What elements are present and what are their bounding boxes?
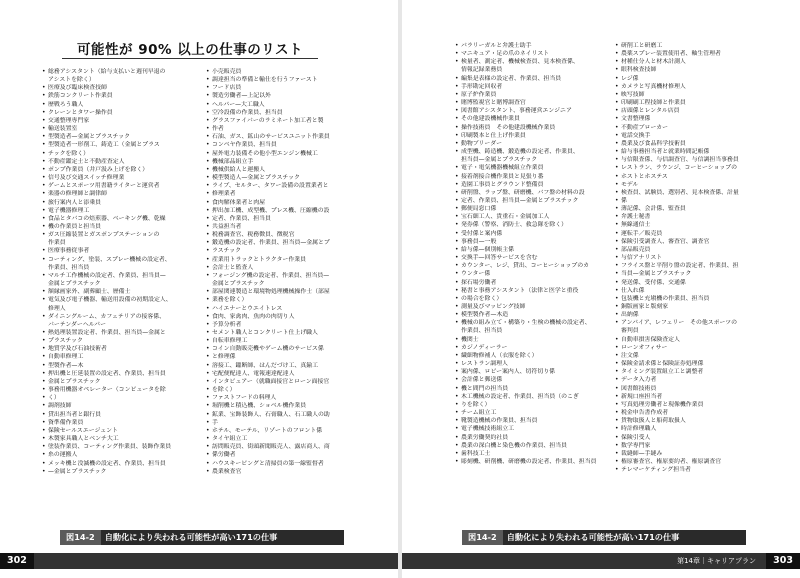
job-list-item: • 研削工と研磨工	[615, 42, 775, 50]
job-list-item: • 弁護士秘書	[615, 213, 775, 221]
job-list-item: • ウンター係	[455, 270, 605, 278]
job-list-item: • カメラと写真機材修理人	[615, 83, 775, 91]
job-list-item: • 当員—金属とプラスチック	[615, 270, 775, 278]
job-list-item: • 歯科技工士	[455, 450, 605, 458]
job-list-item: • 新規口座担当者	[615, 393, 775, 401]
job-list-item: • 宅配便配達人、電報速達配達人	[206, 370, 356, 378]
job-list-item: • 受付係と案内係	[455, 230, 605, 238]
job-list-item: • 銅版画家と版刻家	[615, 303, 775, 311]
job-list-item: • クレーンとタワー操作員	[42, 109, 182, 117]
job-list-item: • 産業用トラックとトラクター作業員	[206, 256, 356, 264]
job-list-item: • 仕入れ係	[615, 287, 775, 295]
job-list-item: • 図書館アシスタント、事務運営エンジニア	[455, 107, 605, 115]
job-list-item: • テレマーケティング担当者	[615, 466, 775, 474]
job-list-item: • マルチ工作機械の設定者、作業員、担当員—	[42, 272, 182, 280]
job-list-column-2	[206, 68, 356, 476]
job-list-item: • 保険引受調査人、審査官、調査官	[615, 238, 775, 246]
job-list-item: • 電子機械技術組立工	[455, 425, 605, 433]
job-list-item: • 権原審査官、権原要約者、権原調査官	[615, 458, 775, 466]
job-list-item: • ライブ、セルター、タワー設備の設置業者と	[206, 182, 356, 190]
figure-caption-text: 自動化により失われる可能性が高い171の仕事	[104, 532, 278, 542]
job-list-item: • ヘルパー—大工職人	[206, 101, 356, 109]
job-list-item: 金属とプラスチック	[48, 281, 101, 288]
job-list-item: • グラスファイバーのラミネート加工者と製	[206, 117, 356, 125]
job-list-item: • 靴製造機械の作業員、担当員	[455, 417, 605, 425]
job-list-item: 審判員	[621, 328, 639, 335]
job-list-item: • 手形勘定回収者	[455, 83, 605, 91]
job-list-item: • 機械供給人と運搬人	[206, 166, 356, 174]
job-list-item: • タイミング装置組立工と調整者	[615, 368, 775, 376]
job-list-item: • 動物ブリーダー	[455, 140, 605, 148]
left-page	[0, 0, 398, 578]
footer-left	[0, 553, 398, 569]
job-list-item: • 交通整理専門家	[42, 117, 182, 125]
job-list-item: • 印刷刷工程技師と作業員	[615, 99, 775, 107]
job-list-item: • 機関士	[455, 336, 605, 344]
job-list-item: • 修理業者	[206, 190, 356, 198]
job-list-item: • 映写技師	[615, 91, 775, 99]
job-list-item: • 医療事務従事者	[42, 247, 182, 255]
page-number-left: 302	[0, 553, 34, 569]
job-list-item: • 型製作者—木	[42, 362, 182, 370]
job-list-item: • 作者	[206, 125, 356, 133]
job-list-item: • 押出機と圧延装置の設定者、作業員、担当員	[42, 370, 182, 378]
job-list-item: • タイヤ組立工	[206, 435, 356, 443]
chapter-label: 第14章｜キャリアプラン	[677, 557, 756, 565]
job-list-item: バーテンダーヘルパー	[48, 321, 106, 328]
job-list-item: • 部屋関連製造と環境物処理機械操作士（部屋	[206, 288, 356, 296]
job-list-item: • 溶接工、鑞断師、はんだづけ工、真鍮工	[206, 362, 356, 370]
job-list-item: • 農業の深白機と染色機の作業員、担当員	[455, 442, 605, 450]
job-list-item: • 包装機と充塡機の作業員、担当員	[615, 295, 775, 303]
job-list-item: • 共益担当者	[206, 223, 356, 231]
job-list-item: • 給与事務担当者と就業時間記帳係	[615, 148, 775, 156]
job-list-item: • 信号及び交通スイッチ修理業	[42, 174, 182, 182]
job-list-item: • 給与係—個別帳主係	[455, 246, 605, 254]
job-list-item: • 保険金請求係と保険証券処理係	[615, 360, 775, 368]
page-title: 可能性が 90% 以上の仕事のリスト	[77, 42, 303, 58]
job-list-item: • 調達担当の準備と輸仕を行うファースト	[206, 76, 356, 84]
job-list-item: • 出納係	[615, 311, 775, 319]
job-list-item: • 研削盤、ラップ盤、研磨機、バフ盤の材料の設	[455, 189, 605, 197]
job-list-item: • 熱処理装置設定者、作業員、担当員—金属と	[42, 329, 182, 337]
job-list-item: • 税金申告書作成者	[615, 409, 775, 417]
job-list-item: • 総務アシスタント（給与支払いと週刊早退の	[42, 68, 182, 76]
job-list-item: • 運転手／販売員	[615, 230, 775, 238]
job-list-item: • 石油、ガス、鉱山のサービスユニット作業員	[206, 133, 356, 141]
figure-caption-left	[60, 530, 344, 545]
job-list-item: • りを除く）	[455, 401, 605, 409]
job-list-item: • 無線通信士	[615, 221, 775, 229]
job-list-item: • フォージング機の設定者、作業員、担当員—	[206, 272, 356, 280]
job-list-item: • マニキュア・足の爪のネイリスト	[455, 50, 605, 58]
job-list-item: • 案内係、ロビー案内人、切符切り係	[455, 368, 605, 376]
job-list-item: • 額縁画家外、副葬顧士、歴備士	[42, 288, 182, 296]
job-list-item: • 堀削機と積込機、ショベル機作業員	[206, 402, 356, 410]
job-list-item: • 材種仕分人と材木計測人	[615, 58, 775, 66]
job-list-item: • インタビュアー（就職面接官とローン面接官	[206, 378, 356, 386]
job-list-item: • 食肉、家禽肉、魚肉の肉切り人	[206, 313, 356, 321]
job-list-item: • 保険セールスエージェント	[42, 427, 182, 435]
job-list-item: • 与信限査係、与信調査官、与信調担当事務員	[615, 156, 775, 164]
job-list-item: • 発送係、受付係、交通係	[615, 279, 775, 287]
job-list-item: • 木製家具職人とベンチ大工	[42, 435, 182, 443]
job-list-item: • 不動産ブローカー	[615, 124, 775, 132]
job-list-item: • ファストフードの料理人	[206, 394, 356, 402]
job-list-item: • 予算分析者	[206, 321, 356, 329]
job-list-item: • を除く）	[206, 386, 356, 394]
figure-label: 図14-2	[462, 530, 503, 545]
job-list-item: • アンパイア、レフェリー その他スポーツの	[615, 319, 775, 327]
job-list-item: • 自転車修理工	[206, 337, 356, 345]
job-list-item: • コンベヤ作業員、担当員	[206, 141, 356, 149]
job-list-item: • 編集是表様の設定者、作業員、担当員	[455, 75, 605, 83]
job-list-item: • セメント職人とコンクリート仕上げ職人	[206, 329, 356, 337]
job-list-item: • 係労働者	[206, 451, 356, 459]
job-list-item: 金属とプラスチック	[212, 281, 265, 288]
job-list-item: • 模型製造人—金属とプラスチック	[206, 174, 356, 182]
job-list-item: • その他建設機械作業員	[455, 115, 605, 123]
job-list-item: • ハイエナーとウエイトレス	[206, 305, 356, 313]
job-list-item: • 歴戦ろう職人	[42, 101, 182, 109]
job-list-item: • 金属とプラスチック	[42, 378, 182, 386]
job-list-item: 担当員—金属とプラスチック	[461, 157, 538, 164]
job-list-item: • コイン自動販売機やゲーム機のサービス係	[206, 345, 356, 353]
job-list-item: • 注文係	[615, 352, 775, 360]
job-list-item: • 型製造者—金属とプラスチック	[42, 133, 182, 141]
job-list-item: • レストラン調理人	[455, 360, 605, 368]
job-list-item: • 楽器の修理師と調律師	[42, 190, 182, 198]
job-list-item: • ゲームとスポーツ用書籍ライターと運営者	[42, 182, 182, 190]
job-list-item: • チックを除く）	[42, 150, 182, 158]
job-list-item: • 模型製作者—木造	[455, 311, 605, 319]
job-list-item: • 地質学及び石油技術者	[42, 345, 182, 353]
job-list-item: • 操作技術員 その他建設機械作業員	[455, 124, 605, 132]
job-list-item: • プラスチック	[42, 337, 182, 345]
job-list-item: • ホテル、モーテル、リゾートのフロント係	[206, 427, 356, 435]
title-rule	[62, 58, 318, 59]
job-list-item: • 食肉解体業者と肉屋	[206, 199, 356, 207]
job-list-item: • 資準備作業員	[42, 419, 182, 427]
job-list-item: • 会計士と監査人	[206, 264, 356, 272]
job-list-item: • 宝石細工人、貴重石・金属加工人	[455, 213, 605, 221]
job-list-item: • 塗装作業員、コーティング作業員、装飾作業員	[42, 443, 182, 451]
job-list-item: • 小売販売員	[206, 68, 356, 76]
job-list-item: • 農業労働契約社員	[455, 434, 605, 442]
figure-label: 図14-2	[60, 530, 101, 545]
job-list-item: • モデル	[615, 181, 775, 189]
job-list-item: • く）	[42, 394, 182, 402]
job-list-item: • 押出加工機、成型機、プレス機、圧縮機の設	[206, 207, 356, 215]
job-list-item: • 測量及びマッピング技師	[455, 303, 605, 311]
job-list-item: • ローンオフィサー	[615, 344, 775, 352]
job-list-item: • と修理係	[206, 353, 356, 361]
job-list-item: • 農業及び食品科学技術員	[615, 140, 775, 148]
job-list-item: • 探石場労働者	[455, 279, 605, 287]
job-list-column-1	[42, 68, 182, 476]
job-list-item: • 貨物取扱人と船荷取扱人	[615, 417, 775, 425]
job-list-item: • 旅行案内人と添乗員	[42, 199, 182, 207]
job-list-item: • カウンター、レジ、貸出、コーヒーショップのカ	[455, 262, 605, 270]
job-list-item: • 農業検査官	[206, 468, 356, 476]
job-list-item: • —金属とプラスチック	[42, 468, 182, 476]
job-list-item: • 屋外電力装備その他小型エンジン機械工	[206, 150, 356, 158]
job-list-item: • 原子炉作業員	[455, 91, 605, 99]
job-list-item: • 不動産鑑定士と不動産査定人	[42, 158, 182, 166]
job-list-item: • 交換手—回答サービスを含む	[455, 254, 605, 262]
job-list-item: • 農薬スプレー装置使用者、軸生管理者	[615, 50, 775, 58]
job-list-item: • メッキ機と没滅機の設定者、作業員、担当員	[42, 460, 182, 468]
job-list-column-4	[615, 42, 775, 474]
job-list-item: • 食品とタバコの焙煎器、ベーキング機、乾燥	[42, 215, 182, 223]
job-list-item: • 会計係と郵送係	[455, 376, 605, 384]
job-list-item: • 秘書と事務アシスタント（法律と医学と重役	[455, 287, 605, 295]
job-list-item: • 係	[615, 197, 775, 205]
job-list-item: • 接着剤接合機作業員と見張り番	[455, 173, 605, 181]
job-list-item: • 数学専門家	[615, 442, 775, 450]
job-list-item: • 空冷設備の作業員、担当員	[206, 109, 356, 117]
job-list-item: • 糸の運搬人	[42, 451, 182, 459]
job-list-item: • 賭博監視官と賭博調査官	[455, 99, 605, 107]
job-list-item: • カジノディーラー	[455, 344, 605, 352]
job-list-item: • 機械部品組立手	[206, 158, 356, 166]
job-list-item: • チーム組立工	[455, 409, 605, 417]
job-list-item: • 印刷製本と仕上げ作業員	[455, 132, 605, 140]
job-list-item: • 事務用機器オペレーター（コンピュータを除	[42, 386, 182, 394]
job-list-item: • データ入力者	[615, 376, 775, 384]
job-list-item: 情報記録業務員	[461, 67, 503, 74]
job-list-item: • 彫刻機、研削機、研磨機の設定者、作業員、担当員	[455, 458, 605, 466]
job-list-item: • 電話交換手	[615, 132, 775, 140]
job-list-item: • ホストとホステス	[615, 173, 775, 181]
job-list-item: • 機の作業員と担当員	[42, 223, 182, 231]
job-list-item: • 型製造者一形削工、鋳造工（金属とプラス	[42, 141, 182, 149]
job-list-item: 作業員、担当員	[48, 264, 90, 271]
job-list-item: • 写真処理労働者と現像機作業員	[615, 401, 775, 409]
job-list-item: • 店頭係とレンタル店員	[615, 107, 775, 115]
job-list-item: • 事務員—一般	[455, 238, 605, 246]
job-list-item: • の場合を除く）	[455, 295, 605, 303]
job-list-item: • 定者、作業員、担当員	[206, 215, 356, 223]
job-list-item: • 自動車修理工	[42, 353, 182, 361]
job-list-item: • パラリーガルと弁護士助手	[455, 42, 605, 50]
job-list-column-3	[455, 42, 605, 466]
job-list-item: 作業員、担当員	[461, 328, 503, 335]
right-page	[402, 0, 800, 578]
job-list-item: • 郵便局窓口係	[455, 205, 605, 213]
job-list-item: • 部品販売員	[615, 246, 775, 254]
job-list-item: • 検査員、試験員、選別者、見本検査係、計量	[615, 189, 775, 197]
job-list-item: 作業員	[48, 240, 66, 247]
figure-caption-right	[462, 530, 746, 545]
job-list-item: • 鍛造機の設定者、作業員、担当員—金属とプ	[206, 239, 356, 247]
job-list-item: • 税務調査官、税務徴員、徴税官	[206, 231, 356, 239]
job-list-item: • 木工機械の設定者、作業員、担当員（のこぎ	[455, 393, 605, 401]
job-list-item: • 発券係（警察、消防士、救急隊を除く）	[455, 221, 605, 229]
job-list-item: • 保険引受人	[615, 434, 775, 442]
job-list-item: • 輸送装置室	[42, 125, 182, 133]
job-list-item: • 検量者、測定者、機械検査員、見本検査係、	[455, 58, 605, 66]
job-list-item: • 文書整理係	[615, 115, 775, 123]
job-list-item: • 時計修理職人	[615, 425, 775, 433]
job-list-item: • 電子・電気機器機械組立作業員	[455, 164, 605, 172]
job-list-item: • 裁縫師—手縫み	[615, 450, 775, 458]
job-list-item: • 製造労働者—上記以外	[206, 92, 356, 100]
job-list-item: • 鉱業、宝飾装飾人、石膏職人、石工職人の助	[206, 411, 356, 419]
job-list-item: • コーティング、塗装、スプレー機械の設定者、	[42, 256, 182, 264]
page-number-right: 303	[766, 553, 800, 569]
job-list-item: • 業務を除く）	[206, 296, 356, 304]
job-list-item: • 機械の組み立て・構築り・生検の機械の設定者、	[455, 319, 605, 327]
job-list-item: • レストラン、ラウンジ、コーヒーショップの	[615, 164, 775, 172]
job-list-item: • 薄記係、会計係、監査員	[615, 205, 775, 213]
job-list-item: • 定者、作業員、担当員—金属とプラスチック	[455, 197, 605, 205]
job-list-item: • 電気及び電子機器、輸送用設備の初期設定人、	[42, 296, 182, 304]
job-list-item: • 繊細物修補人（衣服を除く）	[455, 352, 605, 360]
job-list-item: • ダイニングルーム、カフェテリアの接客係、	[42, 313, 182, 321]
job-list-item: • 手	[206, 419, 356, 427]
job-list-item: • 造園工事員とグラウンド整備員	[455, 181, 605, 189]
job-list-item: • 与信アナリスト	[615, 254, 775, 262]
job-list-item: • フライス盤と平削り盤の設定者、作業員、担	[615, 262, 775, 270]
job-list-item: • 電子機器修理工	[42, 207, 182, 215]
job-list-item: • 機と間門の担当員	[455, 385, 605, 393]
job-list-item: アシストを除く）	[48, 77, 95, 84]
figure-caption-text: 自動化により失われる可能性が高い171の仕事	[506, 532, 680, 542]
job-list-item: • ガス圧縮装置とガスポンプステーションの	[42, 231, 182, 239]
footer-right	[402, 553, 800, 569]
job-list-item: • 貸出担当者と銀行員	[42, 411, 182, 419]
job-list-item: 修理人	[48, 305, 66, 312]
job-list-item: • 成型機、鋳造機、鍛造機の設定者、作業員、	[455, 148, 605, 156]
job-list-item: • レジ係	[615, 75, 775, 83]
job-list-item: • 眼科検査技師	[615, 66, 775, 74]
job-list-item: • 調剤技師	[42, 402, 182, 410]
job-list-item: • ラスチック	[206, 247, 356, 255]
job-list-item: • 鉄筋コンクリート作業員	[42, 92, 182, 100]
job-list-item: • ポンプ作業員（井戸汲み上げを除く）	[42, 166, 182, 174]
job-list-item: • フード店員	[206, 84, 356, 92]
job-list-item: • 訪問販売員、街頭新聞販売人、露店商人、商	[206, 443, 356, 451]
job-list-item: • 図書館技術員	[615, 385, 775, 393]
job-list-item: • 医療及び臨床検査技師	[42, 84, 182, 92]
job-list-item: • ハウスキーピングと清掃員の第一線監督者	[206, 460, 356, 468]
job-list-item: • 自動車損害保険査定人	[615, 336, 775, 344]
